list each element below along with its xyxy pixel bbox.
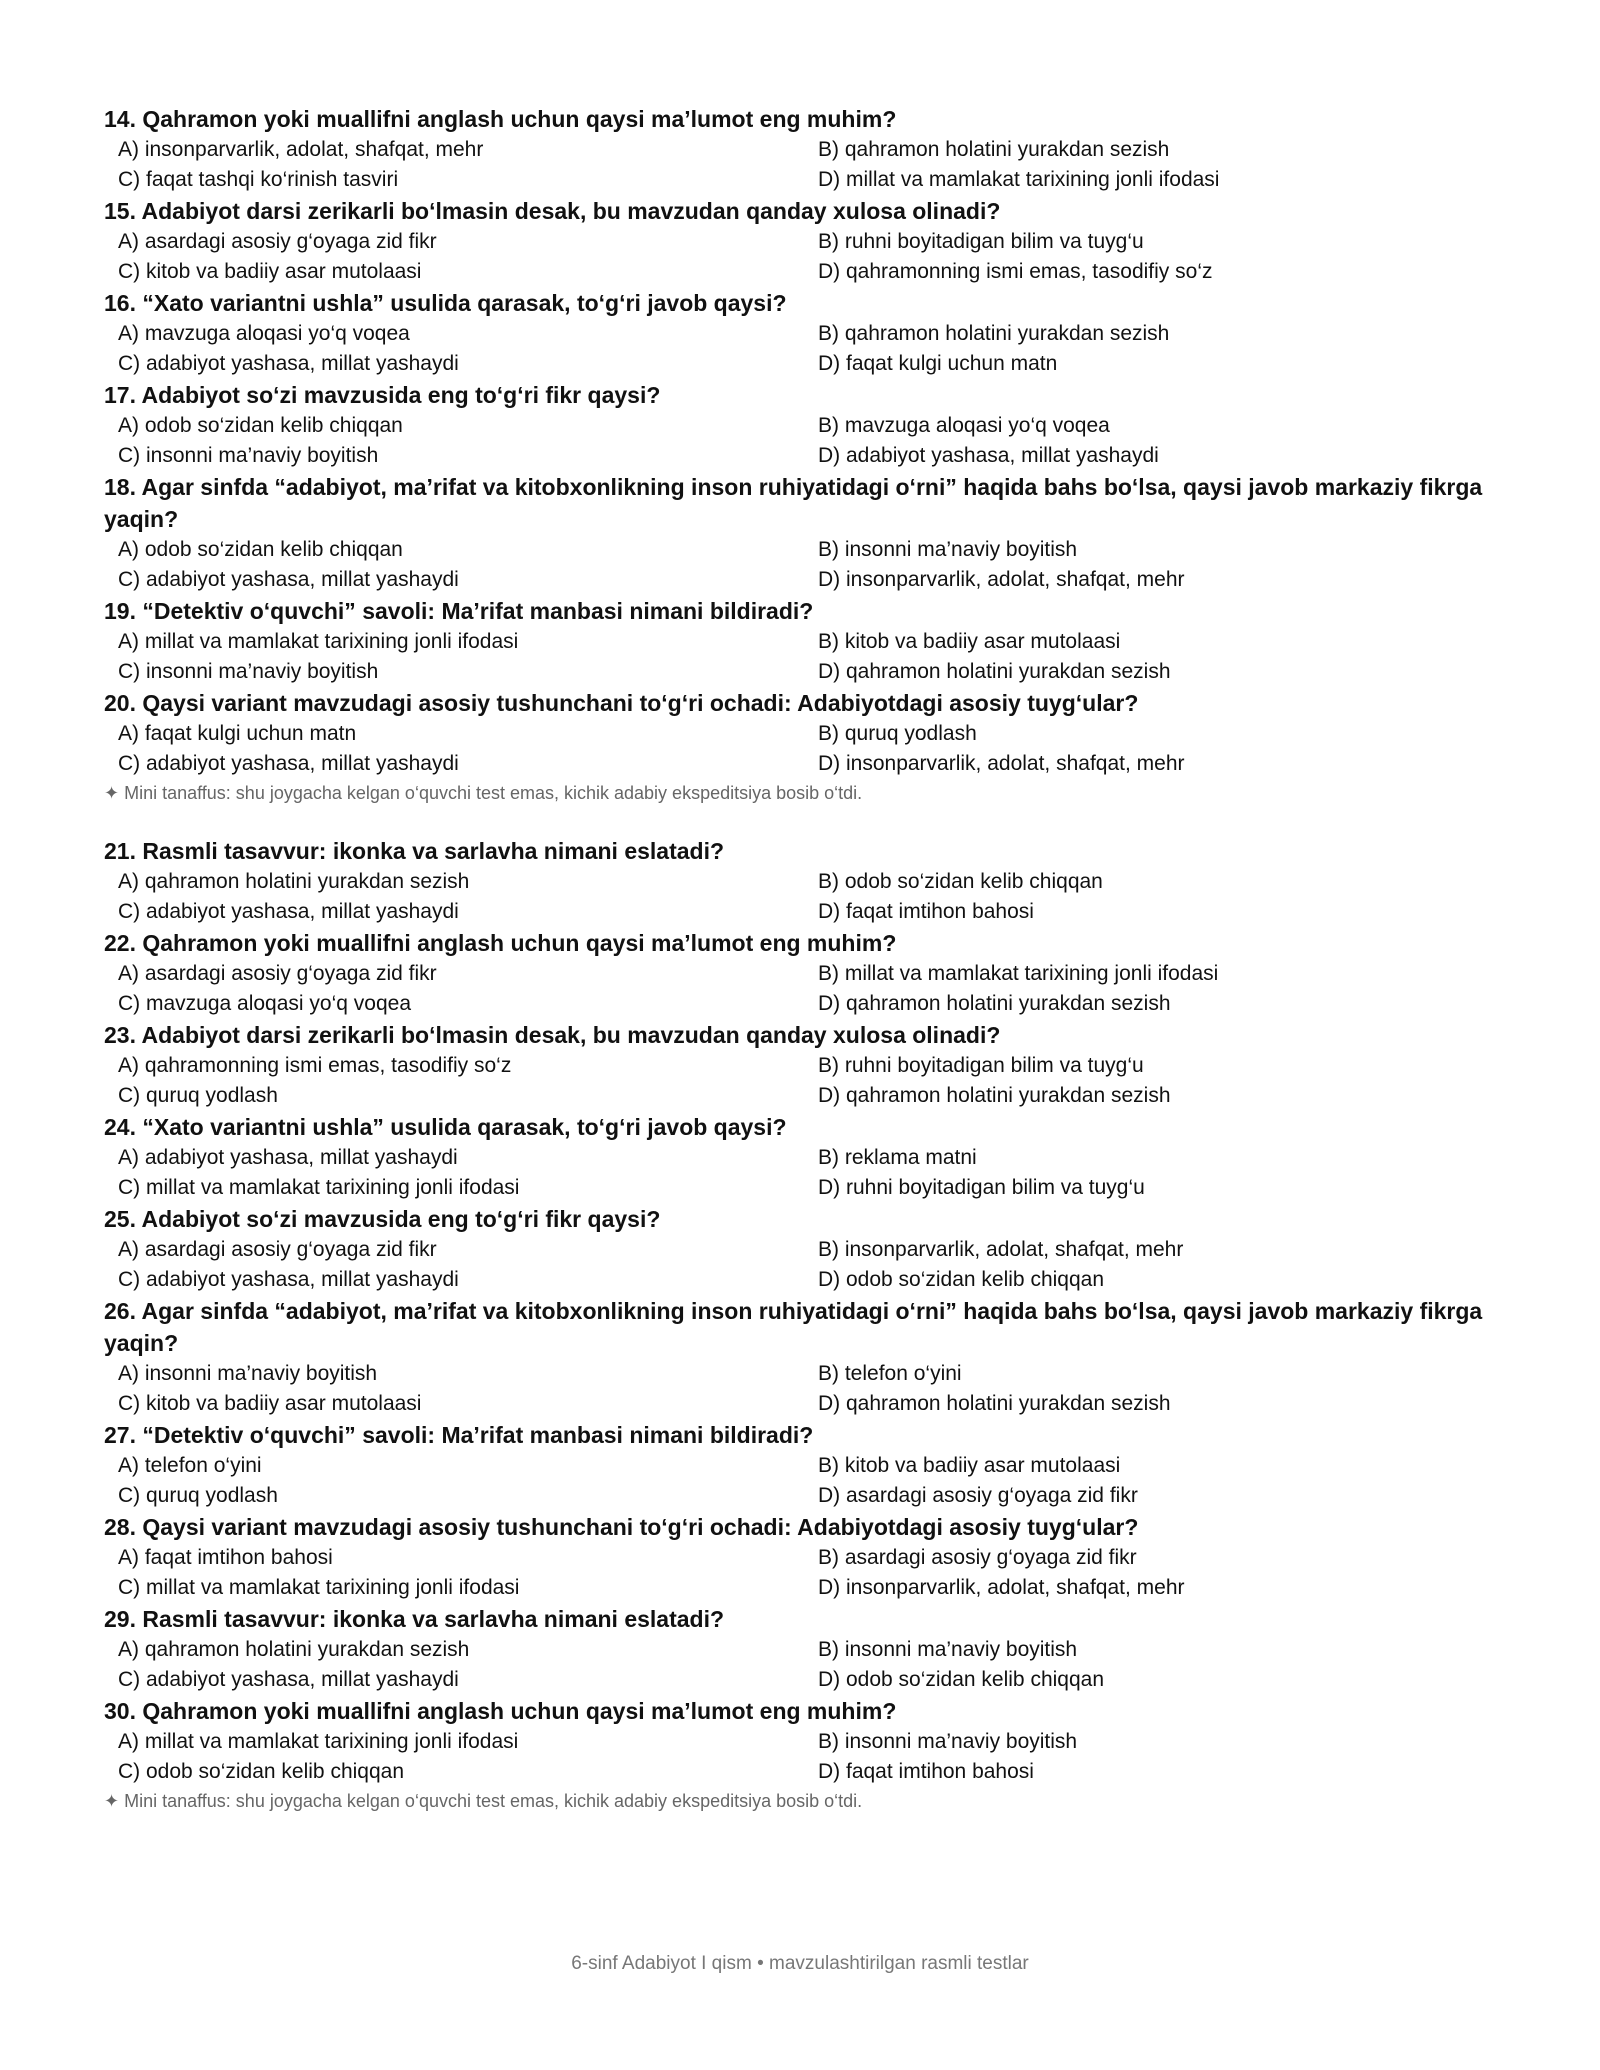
answer-options	[104, 627, 1484, 687]
answer-option: D) qahramon holatini yurakdan sezish	[818, 1392, 1171, 1415]
question-title: 18. Agar sinfda “adabiyot, ma’rifat va kitobxonlikning inson ruhiyatidagi o‘rni” haqida bahs bo‘lsa, qaysi javob markaziy fikrga yaqin?	[104, 474, 1483, 532]
answer-option: A) asardagi asosiy g‘oyaga zid fikr	[118, 1238, 437, 1261]
answer-option: C) adabiyot yashasa, millat yashaydi	[118, 352, 459, 375]
answer-option: D) faqat imtihon bahosi	[818, 900, 1034, 923]
answer-option: D) insonparvarlik, adolat, shafqat, mehr	[818, 568, 1185, 591]
answer-option: C) mavzuga aloqasi yo‘q voqea	[118, 992, 411, 1015]
answer-option: A) insonni ma’naviy boyitish	[118, 1362, 378, 1385]
question-item	[104, 1511, 1484, 1603]
question-title: 27. “Detektiv o‘quvchi” savoli: Ma’rifat manbasi nimani bildiradi?	[104, 1422, 814, 1448]
answer-option: B) qahramon holatini yurakdan sezish	[818, 138, 1170, 161]
question-title: 16. “Xato variantni ushla” usulida qarasak, to‘g‘ri javob qaysi?	[104, 290, 787, 316]
question-item	[104, 195, 1484, 287]
question-item	[104, 471, 1484, 595]
question-item	[104, 1019, 1484, 1111]
answer-option: B) insonni ma’naviy boyitish	[818, 1638, 1078, 1661]
answer-option: A) odob so‘zidan kelib chiqqan	[118, 538, 403, 561]
answer-option: B) odob so‘zidan kelib chiqqan	[818, 870, 1103, 893]
question-title: 30. Qahramon yoki muallifni anglash uchun qaysi ma’lumot eng muhim?	[104, 1698, 897, 1724]
answer-option: A) qahramonning ismi emas, tasodifiy so‘z	[118, 1054, 512, 1077]
answer-option: D) qahramon holatini yurakdan sezish	[818, 992, 1171, 1015]
question-title: 14. Qahramon yoki muallifni anglash uchun qaysi ma’lumot eng muhim?	[104, 106, 897, 132]
mini-break-note: ✦ Mini tanaffus: shu joygacha kelgan o‘quvchi test emas, kichik adabiy ekspeditsiya bosib o‘tdi.	[104, 783, 863, 803]
answer-option: C) insonni ma’naviy boyitish	[118, 444, 379, 467]
question-item	[104, 927, 1484, 1019]
answer-option: C) kitob va badiiy asar mutolaasi	[118, 260, 422, 283]
answer-option: D) qahramon holatini yurakdan sezish	[818, 660, 1171, 683]
question-item	[104, 835, 1484, 927]
answer-option: A) faqat imtihon bahosi	[118, 1546, 333, 1569]
question-item	[104, 1203, 1484, 1295]
question-title: 22. Qahramon yoki muallifni anglash uchun qaysi ma’lumot eng muhim?	[104, 930, 897, 956]
question-title: 25. Adabiyot so‘zi mavzusida eng to‘g‘ri fikr qaysi?	[104, 1206, 661, 1232]
question-item	[104, 1603, 1484, 1695]
answer-option: A) odob so‘zidan kelib chiqqan	[118, 414, 403, 437]
answer-option: D) insonparvarlik, adolat, shafqat, mehr	[818, 752, 1185, 775]
question-title: 20. Qaysi variant mavzudagi asosiy tushunchani to‘g‘ri ochadi: Adabiyotdagi asosiy tuyg‘ular?	[104, 690, 1139, 716]
question-item	[104, 1419, 1484, 1511]
answer-option: A) millat va mamlakat tarixining jonli ifodasi	[118, 630, 519, 653]
answer-option: C) quruq yodlash	[118, 1084, 278, 1107]
question-title: 26. Agar sinfda “adabiyot, ma’rifat va kitobxonlikning inson ruhiyatidagi o‘rni” haqida bahs bo‘lsa, qaysi javob markaziy fikrga yaqin?	[104, 1298, 1483, 1356]
answer-option: B) reklama matni	[818, 1146, 977, 1169]
answer-option: A) asardagi asosiy g‘oyaga zid fikr	[118, 962, 437, 985]
answer-option: D) qahramon holatini yurakdan sezish	[818, 1084, 1171, 1107]
answer-option: C) kitob va badiiy asar mutolaasi	[118, 1392, 422, 1415]
answer-option: D) odob so‘zidan kelib chiqqan	[818, 1268, 1105, 1291]
answer-option: B) insonni ma’naviy boyitish	[818, 538, 1078, 561]
mini-break-note: ✦ Mini tanaffus: shu joygacha kelgan o‘quvchi test emas, kichik adabiy ekspeditsiya bosib o‘tdi.	[104, 1791, 863, 1811]
answer-option: B) quruq yodlash	[818, 722, 977, 745]
answer-option: C) adabiyot yashasa, millat yashaydi	[118, 568, 459, 591]
answer-option: A) mavzuga aloqasi yo‘q voqea	[118, 322, 410, 345]
answer-options	[104, 1051, 1484, 1111]
answer-option: A) adabiyot yashasa, millat yashaydi	[118, 1146, 458, 1169]
question-title: 17. Adabiyot so‘zi mavzusida eng to‘g‘ri fikr qaysi?	[104, 382, 661, 408]
answer-option: C) millat va mamlakat tarixining jonli ifodasi	[118, 1176, 520, 1199]
answer-options	[104, 959, 1484, 1019]
answer-option: D) millat va mamlakat tarixining jonli ifodasi	[818, 168, 1220, 191]
answer-option: C) insonni ma’naviy boyitish	[118, 660, 379, 683]
answer-option: D) adabiyot yashasa, millat yashaydi	[818, 444, 1159, 467]
answer-options	[104, 719, 1484, 779]
answer-option: A) qahramon holatini yurakdan sezish	[118, 870, 470, 893]
answer-options	[104, 227, 1484, 287]
answer-option: B) millat va mamlakat tarixining jonli ifodasi	[818, 962, 1219, 985]
answer-option: B) asardagi asosiy g‘oyaga zid fikr	[818, 1546, 1137, 1569]
question-item	[104, 595, 1484, 687]
question-title: 23. Adabiyot darsi zerikarli bo‘lmasin desak, bu mavzudan qanday xulosa olinadi?	[104, 1022, 1001, 1048]
question-title: 21. Rasmli tasavvur: ikonka va sarlavha nimani eslatadi?	[104, 838, 725, 864]
question-item	[104, 1111, 1484, 1203]
answer-option: C) millat va mamlakat tarixining jonli ifodasi	[118, 1576, 520, 1599]
question-title: 29. Rasmli tasavvur: ikonka va sarlavha nimani eslatadi?	[104, 1606, 725, 1632]
answer-option: D) qahramonning ismi emas, tasodifiy so‘z	[818, 260, 1213, 283]
answer-option: C) adabiyot yashasa, millat yashaydi	[118, 900, 459, 923]
answer-option: B) ruhni boyitadigan bilim va tuyg‘u	[818, 230, 1144, 253]
answer-option: D) ruhni boyitadigan bilim va tuyg‘u	[818, 1176, 1145, 1199]
answer-options	[104, 1359, 1484, 1419]
question-item	[104, 1695, 1484, 1787]
answer-options	[104, 319, 1484, 379]
answer-options	[104, 1143, 1484, 1203]
answer-option: C) quruq yodlash	[118, 1484, 278, 1507]
answer-option: C) odob so‘zidan kelib chiqqan	[118, 1760, 405, 1783]
answer-option: A) asardagi asosiy g‘oyaga zid fikr	[118, 230, 437, 253]
answer-options	[104, 135, 1484, 195]
answer-option: A) telefon o‘yini	[118, 1454, 262, 1477]
answer-option: D) asardagi asosiy g‘oyaga zid fikr	[818, 1484, 1138, 1507]
answer-options	[104, 1635, 1484, 1695]
question-item	[104, 103, 1484, 195]
section-gap	[104, 807, 1484, 835]
answer-option: A) millat va mamlakat tarixining jonli ifodasi	[118, 1730, 519, 1753]
answer-option: D) insonparvarlik, adolat, shafqat, mehr	[818, 1576, 1185, 1599]
answer-option: A) faqat kulgi uchun matn	[118, 722, 357, 745]
answer-options	[104, 1451, 1484, 1511]
question-item	[104, 687, 1484, 779]
answer-option: A) insonparvarlik, adolat, shafqat, mehr	[118, 138, 484, 161]
question-title: 24. “Xato variantni ushla” usulida qarasak, to‘g‘ri javob qaysi?	[104, 1114, 787, 1140]
answer-option: B) insonni ma’naviy boyitish	[818, 1730, 1078, 1753]
answer-option: C) faqat tashqi ko‘rinish tasviri	[118, 168, 399, 191]
answer-option: B) insonparvarlik, adolat, shafqat, mehr	[818, 1238, 1184, 1261]
answer-option: B) ruhni boyitadigan bilim va tuyg‘u	[818, 1054, 1144, 1077]
answer-options	[104, 535, 1484, 595]
question-item	[104, 1295, 1484, 1419]
answer-option: B) kitob va badiiy asar mutolaasi	[818, 1454, 1121, 1477]
answer-option: C) adabiyot yashasa, millat yashaydi	[118, 1668, 459, 1691]
answer-option: D) faqat kulgi uchun matn	[818, 352, 1058, 375]
question-item	[104, 287, 1484, 379]
question-list	[104, 103, 1484, 1815]
answer-options	[104, 867, 1484, 927]
question-title: 15. Adabiyot darsi zerikarli bo‘lmasin desak, bu mavzudan qanday xulosa olinadi?	[104, 198, 1001, 224]
answer-options	[104, 1727, 1484, 1787]
answer-option: D) odob so‘zidan kelib chiqqan	[818, 1668, 1105, 1691]
answer-option: C) adabiyot yashasa, millat yashaydi	[118, 1268, 459, 1291]
answer-option: B) mavzuga aloqasi yo‘q voqea	[818, 414, 1110, 437]
answer-option: A) qahramon holatini yurakdan sezish	[118, 1638, 470, 1661]
answer-option: B) qahramon holatini yurakdan sezish	[818, 322, 1170, 345]
question-title: 28. Qaysi variant mavzudagi asosiy tushunchani to‘g‘ri ochadi: Adabiyotdagi asosiy tuyg‘ular?	[104, 1514, 1139, 1540]
answer-option: B) kitob va badiiy asar mutolaasi	[818, 630, 1121, 653]
answer-option: D) faqat imtihon bahosi	[818, 1760, 1034, 1783]
answer-option: C) adabiyot yashasa, millat yashaydi	[118, 752, 459, 775]
answer-options	[104, 411, 1484, 471]
answer-options	[104, 1543, 1484, 1603]
answer-options	[104, 1235, 1484, 1295]
question-item	[104, 379, 1484, 471]
answer-option: B) telefon o‘yini	[818, 1362, 962, 1385]
question-title: 19. “Detektiv o‘quvchi” savoli: Ma’rifat manbasi nimani bildiradi?	[104, 598, 814, 624]
page-footer: 6-sinf Adabiyot I qism • mavzulashtirilgan rasmli testlar	[571, 1953, 1029, 1974]
